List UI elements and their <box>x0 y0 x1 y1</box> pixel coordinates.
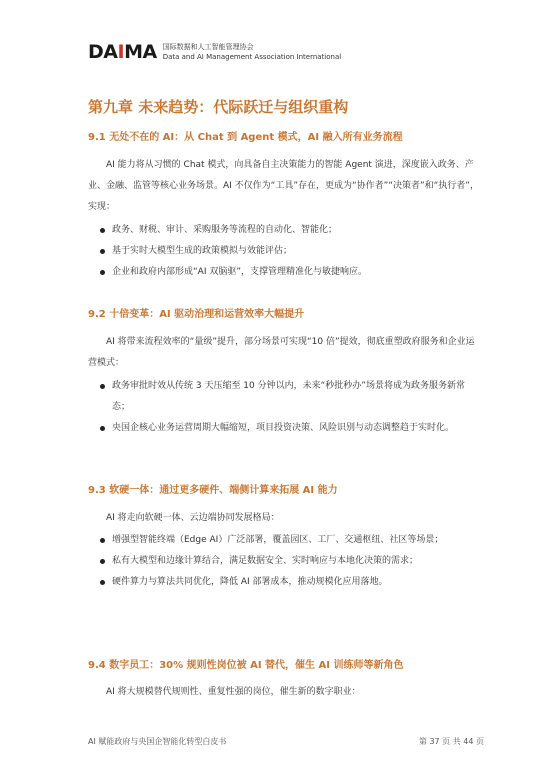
page-header <box>88 42 341 62</box>
section-title-9-4: 9.4 数字员工：30% 规则性岗位被 AI 替代，催生 AI 训练师等新角色 <box>88 660 404 671</box>
list-item: 硬件算力与算法共同优化，降低 AI 部署成本，推动规模化应用落地。 <box>100 572 480 593</box>
dama-logo <box>88 40 157 63</box>
logo-text-i: I <box>117 40 125 63</box>
page-footer <box>88 736 484 747</box>
list-item: 央国企核心业务运营周期大幅缩短，项目投资决策、风险识别与动态调整趋于实时化。 <box>100 418 480 439</box>
list-item: 政务、财税、审计、采购服务等流程的自动化、智能化； <box>100 220 480 241</box>
list-item: 企业和政府内部形成“AI 双脑驱”，支撑管理精准化与敏捷响应。 <box>100 262 480 283</box>
bullet-list-9-1 <box>100 220 480 283</box>
list-item: 政务审批时效从传统 3 天压缩至 10 分钟以内，未来“秒批秒办”场景将成为政务服务新常态； <box>100 376 480 418</box>
section-paragraph-9-1: AI 能力将从习惯的 Chat 模式，向具备自主决策能力的智能 Agent 演进，深度嵌入政务、产业、金融、监管等核心业务场景。AI 不仅作为“工具”存在，更成为“协作者”“决策者”和“执行者”，实现： <box>88 160 479 212</box>
bullet-list-9-3 <box>100 530 480 593</box>
footer-doc-title: AI 赋能政府与央国企智能化转型白皮书 <box>88 737 227 746</box>
section-title-9-1: 9.1 无处不在的 AI：从 Chat 到 Agent 模式，AI 融入所有业务流程 <box>88 132 403 143</box>
org-name <box>163 42 342 62</box>
org-name-cn: 国际数据和人工智能管理协会 <box>162 43 254 51</box>
list-item: 私有大模型和边缘计算结合，满足数据安全、实时响应与本地化决策的需求； <box>100 551 480 572</box>
logo-text-ma: MA <box>124 40 157 63</box>
bullet-list-9-2 <box>100 376 480 439</box>
section-paragraph-9-2: AI 将带来流程效率的“量级”提升，部分场景可实现“10 倍”提效，彻底重塑政府服务和企业运营模式： <box>88 337 475 368</box>
list-item: 基于实时大模型生成的政策模拟与效能评估； <box>100 241 480 262</box>
chapter-title: 第九章 未来趋势：代际跃迁与组织重构 <box>88 98 349 116</box>
section-title-9-2: 9.2 十倍变革：AI 驱动治理和运营效率大幅提升 <box>88 309 305 320</box>
list-item: 增强型智能终端（Edge AI）广泛部署，覆盖园区、工厂、交通枢纽、社区等场景； <box>100 530 480 551</box>
page-number: 第 37 页 共 44 页 <box>418 737 484 746</box>
section-paragraph-9-4: AI 将大规模替代规则性、重复性强的岗位，催生新的数字职业： <box>106 687 361 697</box>
logo-text-da: DA <box>88 40 118 63</box>
section-paragraph-9-3: AI 将走向软硬一体、云边端协同发展格局： <box>106 513 280 523</box>
section-title-9-3: 9.3 软硬一体：通过更多硬件、端侧计算来拓展 AI 能力 <box>88 485 338 496</box>
org-name-en: Data and AI Management Association International <box>162 53 342 61</box>
